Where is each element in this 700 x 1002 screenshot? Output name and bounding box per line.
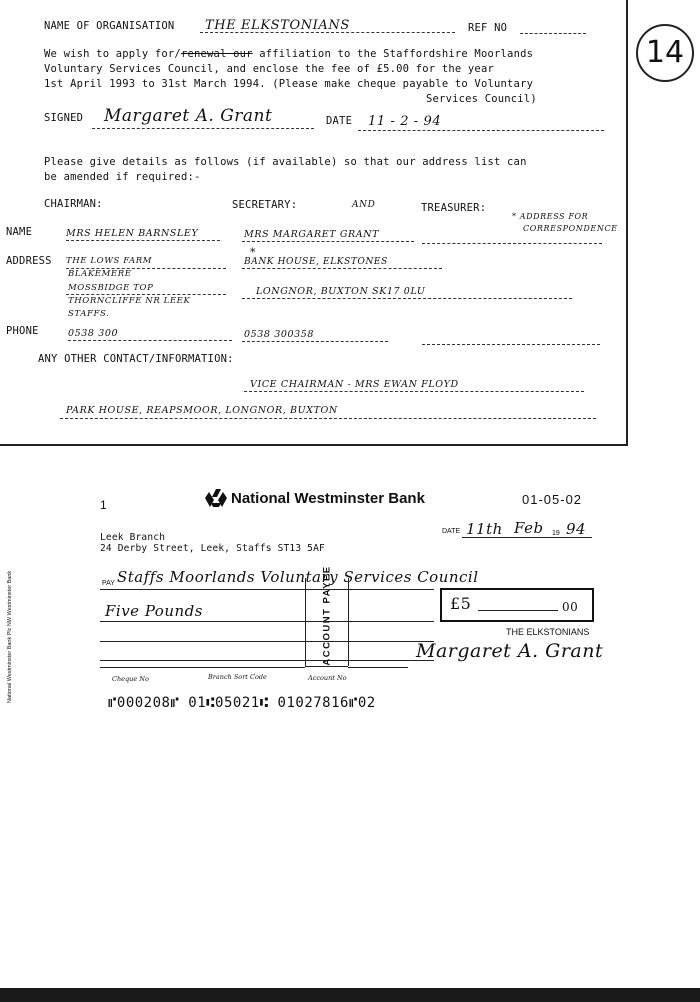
chairman-address-underline-2 xyxy=(66,294,226,295)
cheque-signature: Margaret A. Grant xyxy=(416,640,604,662)
treasurer-phone-underline xyxy=(422,344,600,345)
crossing-bottom-line xyxy=(305,666,348,667)
account-name: THE ELKSTONIANS xyxy=(506,627,590,637)
cheque-side-text: National Westminster Bank Plc NW Westminster Bank xyxy=(7,570,13,703)
chairman-name-underline xyxy=(66,240,220,241)
chairman-name: MRS HELEN BARNSLEY xyxy=(66,228,199,239)
details-line-1: Please give details as follows (if available) so that our address list can xyxy=(44,156,527,168)
branch-line-2: 24 Derby Street, Leek, Staffs ST13 5AF xyxy=(100,543,325,554)
address-note-1: * ADDRESS FOR xyxy=(512,212,589,221)
date-label: DATE xyxy=(326,115,353,127)
amount-words-line-3 xyxy=(100,660,434,661)
crossing-line-left xyxy=(305,578,306,666)
sort-code: 01-05-02 xyxy=(522,492,583,507)
micr-line: ⑈000208⑈ 01⑆05021⑆ 01027816⑈02 xyxy=(108,695,376,711)
pay-label: PAY xyxy=(102,580,115,587)
cheque-date-day: 11th xyxy=(466,520,503,538)
payee-line xyxy=(100,589,434,590)
other-contact-underline-1 xyxy=(244,391,584,392)
account-no-label: Account No xyxy=(308,674,347,682)
branch-sort-code-label: Branch Sort Code xyxy=(208,673,267,681)
date-value: 11 - 2 - 94 xyxy=(368,114,442,129)
chairman-address-1: THE LOWS FARM xyxy=(66,256,153,266)
page-number: 14 xyxy=(645,35,685,70)
chairman-phone: 0538 300 xyxy=(68,328,119,339)
org-value: THE ELKSTONIANS xyxy=(205,18,350,33)
secretary-address-1: BANK HOUSE, ELKSTONES xyxy=(244,257,388,267)
scan-edge-shadow xyxy=(0,988,700,1002)
treasurer-label: TREASURER: xyxy=(421,202,487,214)
cheque-date-year-prefix: 19 xyxy=(552,530,560,537)
amount-dash xyxy=(478,610,558,611)
secretary-address-2: LONGNOR, BUXTON SK17 0LU xyxy=(256,286,426,297)
other-contact-2: PARK HOUSE, REAPSMOOR, LONGNOR, BUXTON xyxy=(66,405,338,416)
amount-words-line xyxy=(100,621,434,622)
secretary-label: SECRETARY: xyxy=(232,199,298,211)
secretary-phone-underline xyxy=(242,341,388,342)
account-payee-crossing: ACCOUNT PAYEE xyxy=(321,565,333,666)
intro-end: affiliation to the Staffordshire Moorlands xyxy=(252,48,534,60)
intro-line-4: Services Council) xyxy=(426,93,537,105)
signed-signature: Margaret A. Grant xyxy=(104,106,273,126)
cheque-date-month: Feb xyxy=(514,519,544,537)
date-underline xyxy=(358,130,604,131)
intro-struck: renewal our xyxy=(180,48,253,60)
page-number-circle xyxy=(636,24,694,82)
bank-name: National Westminster Bank xyxy=(231,490,425,507)
address-label: ADDRESS xyxy=(6,255,52,267)
cheque-bottom-rule xyxy=(100,667,305,668)
phone-label: PHONE xyxy=(6,325,39,337)
chairman-address-2: BLAKEMERE xyxy=(68,269,132,279)
chairman-label: CHAIRMAN: xyxy=(44,198,103,210)
treasurer-name-underline xyxy=(422,243,602,244)
cheque-number: 1 xyxy=(100,498,107,512)
ref-label: REF NO xyxy=(468,22,508,34)
secretary-phone: 0538 300358 xyxy=(244,329,315,340)
intro-line-1 xyxy=(44,48,533,60)
other-contact-1: VICE CHAIRMAN - MRS EWAN FLOYD xyxy=(250,379,459,390)
and-label: AND xyxy=(352,200,376,210)
address-note-2: CORRESPONDENCE xyxy=(523,224,618,233)
intro-line-2: Voluntary Services Council, and enclose the fee of £5.00 for the year xyxy=(44,63,494,75)
amount-figures: £5 xyxy=(450,594,472,613)
intro-line-3: 1st April 1993 to 31st March 1994. (Please make cheque payable to Voluntary xyxy=(44,78,534,90)
crossing-line-right xyxy=(348,578,349,666)
chairman-address-4: THORNCLIFFE NR LEEK xyxy=(68,296,191,306)
signed-label: SIGNED xyxy=(44,112,84,124)
amount-words: Five Pounds xyxy=(105,602,203,620)
cheque-bottom-rule-right xyxy=(348,667,408,668)
chairman-address-5: STAFFS. xyxy=(68,309,110,319)
amount-pence: 00 xyxy=(562,600,579,614)
intro-start: We wish to apply for/ xyxy=(44,48,181,60)
amount-words-line-2 xyxy=(100,641,434,642)
secretary-address-underline-2 xyxy=(242,298,572,299)
secretary-name: MRS MARGARET GRANT xyxy=(244,229,380,240)
chairman-address-3: MOSSBIDGE TOP xyxy=(68,283,154,293)
secretary-name-underline xyxy=(242,241,414,242)
cheque-date-label: DATE xyxy=(442,528,461,535)
ref-underline xyxy=(520,33,586,34)
payee-name: Staffs Moorlands Voluntary Services Council xyxy=(117,568,479,586)
org-label: NAME OF ORGANISATION xyxy=(44,20,175,32)
chairman-phone-underline xyxy=(68,340,232,341)
signed-underline xyxy=(92,128,314,129)
name-label: NAME xyxy=(6,226,33,238)
other-contact-underline-2 xyxy=(60,418,596,419)
natwest-logo-icon xyxy=(205,489,227,512)
other-contact-label: ANY OTHER CONTACT/INFORMATION: xyxy=(38,353,234,365)
secretary-address-asterisk: * xyxy=(250,246,257,259)
branch-line-1: Leek Branch xyxy=(100,532,166,543)
secretary-address-underline-1 xyxy=(242,268,442,269)
cheque-date-year: 94 xyxy=(566,520,587,538)
details-line-2: be amended if required:- xyxy=(44,171,201,183)
cheque-no-label: Cheque No xyxy=(112,675,149,683)
